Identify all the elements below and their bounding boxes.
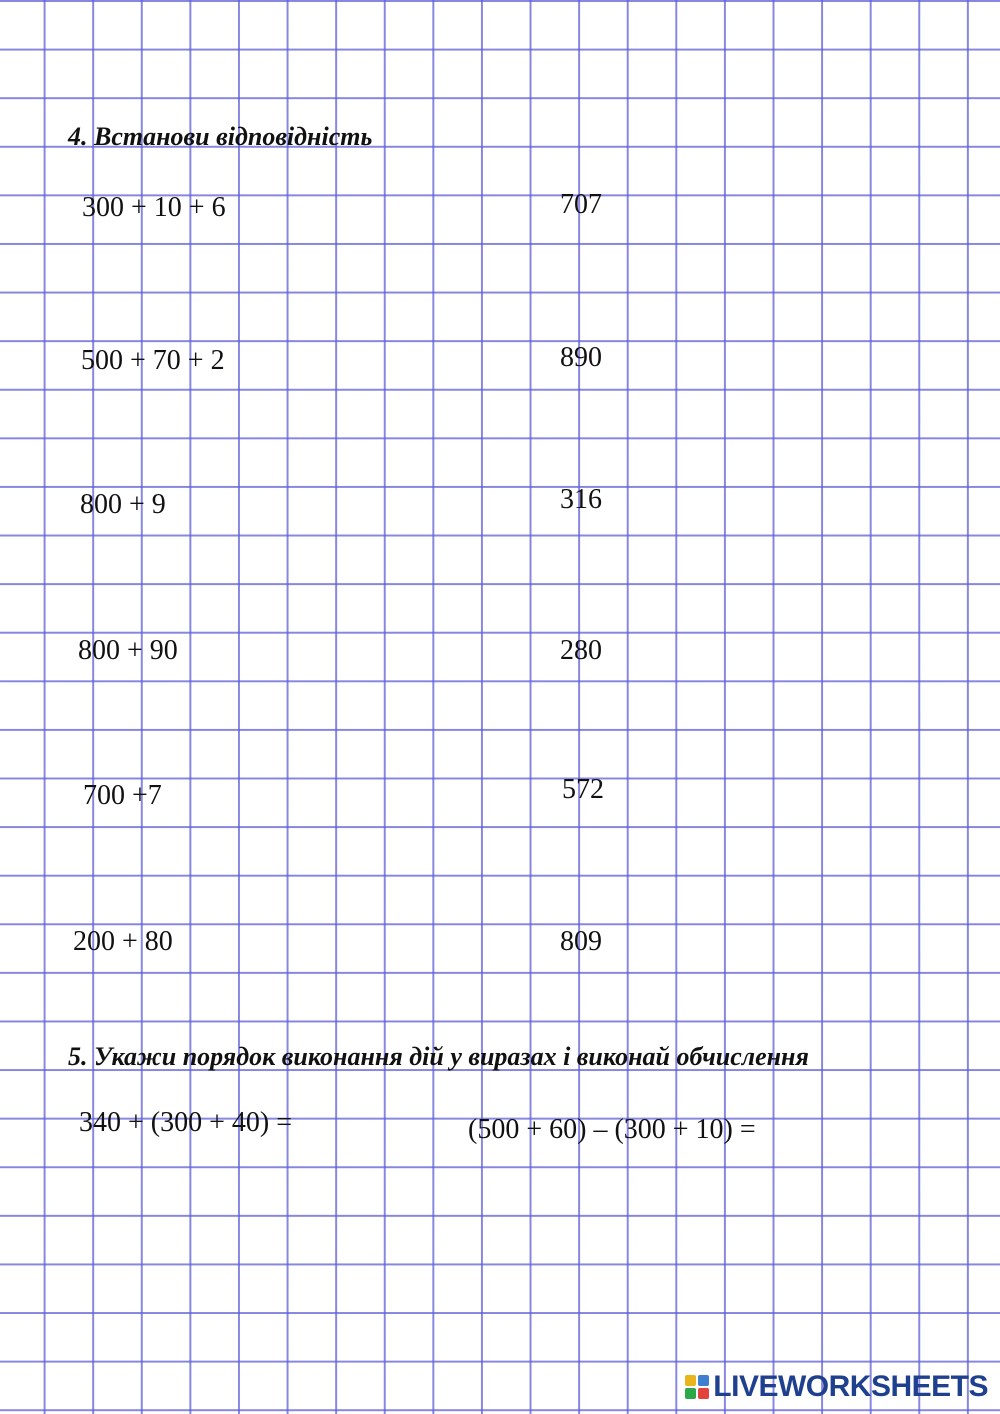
liveworksheets-logo <box>685 1370 988 1404</box>
task5-title: 5. Укажи порядок виконання дій у виразах і виконай обчислення <box>68 1042 809 1071</box>
task4-left-expression-3: 800 + 9 <box>80 489 166 520</box>
logo-square-green <box>685 1388 696 1399</box>
task4-right-number-5: 572 <box>562 774 604 805</box>
logo-text: LIVEWORKSHEETS <box>713 1370 988 1403</box>
task4-left-expression-1: 300 + 10 + 6 <box>82 192 226 223</box>
task4-right-number-6: 809 <box>560 926 602 957</box>
task5-expression-2: (500 + 60) – (300 + 10) = <box>468 1114 756 1145</box>
logo-square-yellow <box>685 1375 696 1386</box>
task4-right-number-4: 280 <box>560 635 602 666</box>
task4-left-expression-2: 500 + 70 + 2 <box>81 345 225 376</box>
logo-square-blue <box>698 1375 709 1386</box>
task4-right-number-2: 890 <box>560 342 602 373</box>
task4-left-expression-4: 800 + 90 <box>78 635 178 666</box>
logo-square-red <box>698 1388 709 1399</box>
task4-right-number-3: 316 <box>560 484 602 515</box>
task4-left-expression-6: 200 + 80 <box>73 926 173 957</box>
task5-expression-1: 340 + (300 + 40) = <box>79 1107 293 1138</box>
task4-title: 4. Встанови відповідність <box>68 122 373 151</box>
task4-left-expression-5: 700 +7 <box>83 780 162 811</box>
liveworksheets-logo-icon <box>685 1375 709 1399</box>
task4-right-number-1: 707 <box>560 189 602 220</box>
